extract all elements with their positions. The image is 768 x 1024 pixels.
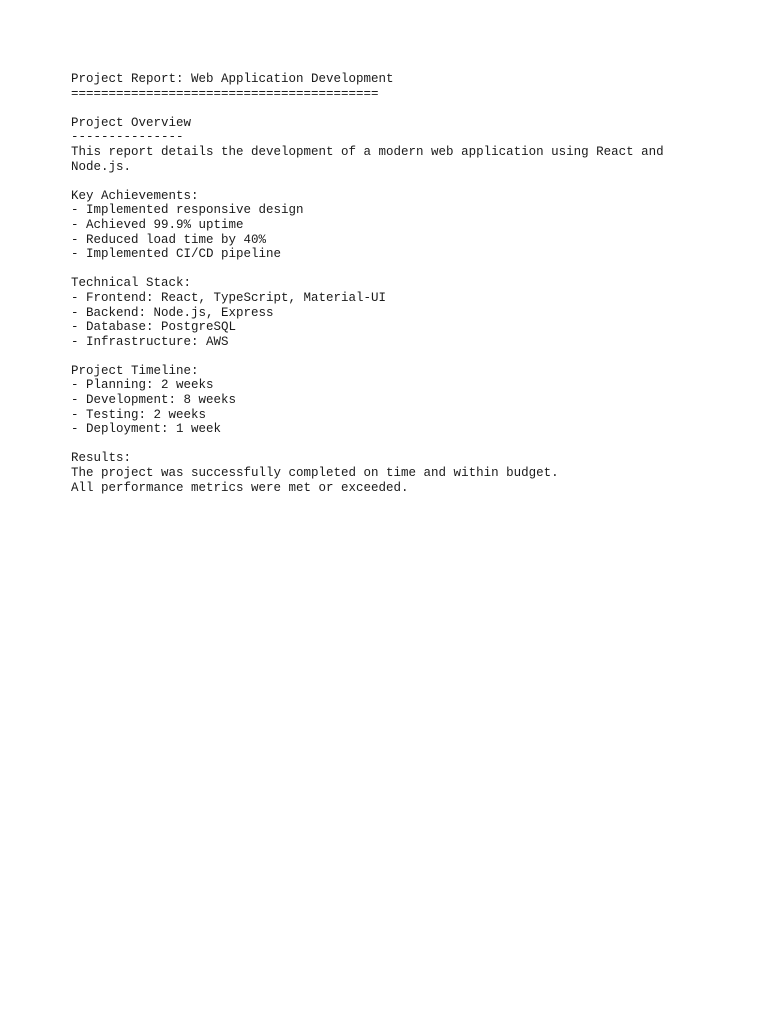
overview-heading: Project Overview xyxy=(71,115,192,130)
stack-heading: Technical Stack: xyxy=(71,276,192,291)
spacer xyxy=(71,101,751,116)
timeline-item: - Planning: 2 weeks xyxy=(71,378,214,393)
timeline-item: - Deployment: 1 week xyxy=(71,422,222,437)
timeline-item: - Testing: 2 weeks xyxy=(71,407,207,422)
document-title: Project Report: Web Application Development xyxy=(71,72,394,86)
achievement-item: - Implemented responsive design xyxy=(71,203,304,218)
spacer xyxy=(71,174,751,189)
overview-underline: --------------- xyxy=(71,130,184,145)
spacer xyxy=(71,349,751,364)
title-underline: ========================================= xyxy=(71,86,379,101)
stack-item: - Infrastructure: AWS xyxy=(71,334,229,349)
results-text-line: The project was successfully completed on time and within budget. xyxy=(71,466,559,481)
overview-text-line: Node.js. xyxy=(71,159,132,174)
achievement-item: - Achieved 99.9% uptime xyxy=(71,217,244,232)
timeline-heading: Project Timeline: xyxy=(71,363,199,378)
achievement-item: - Reduced load time by 40% xyxy=(71,232,267,247)
achievement-item: - Implemented CI/CD pipeline xyxy=(71,247,282,262)
spacer xyxy=(71,262,751,277)
results-text-line: All performance metrics were met or exceeded. xyxy=(71,480,409,495)
document-page xyxy=(71,72,751,495)
achievements-heading: Key Achievements: xyxy=(71,188,199,203)
results-heading: Results: xyxy=(71,451,132,466)
stack-item: - Database: PostgreSQL xyxy=(71,320,237,335)
spacer xyxy=(71,437,751,452)
overview-text-line: This report details the development of a modern web application using React and xyxy=(71,144,664,159)
stack-item: - Frontend: React, TypeScript, Material-UI xyxy=(71,290,387,305)
stack-item: - Backend: Node.js, Express xyxy=(71,305,274,320)
timeline-item: - Development: 8 weeks xyxy=(71,393,237,408)
